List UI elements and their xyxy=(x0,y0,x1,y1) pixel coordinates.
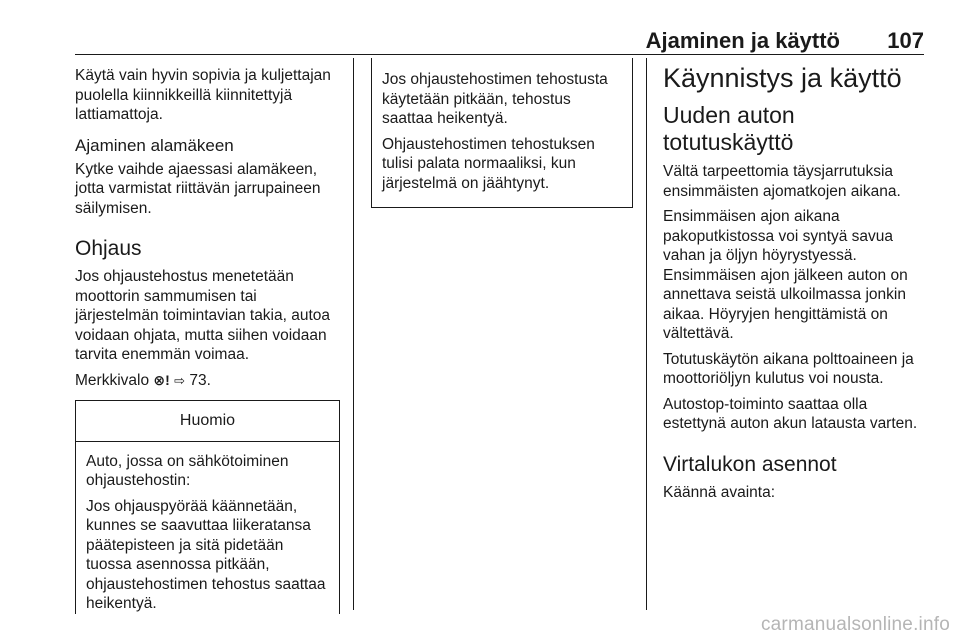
chapter-title: Käynnistys ja käyttö xyxy=(663,63,902,93)
header-divider xyxy=(75,54,924,55)
break-in-paragraph-3: Totutuskäytön aikana polttoaineen ja moottoriöljyn kulutus voi nousta. xyxy=(663,350,914,387)
page-ref-number: 73. xyxy=(189,371,211,389)
notice-paragraph-1: Auto, jossa on sähkötoiminen ohjaustehostin: xyxy=(86,452,289,489)
break-in-paragraph-2: Ensimmäisen ajon aikana pakoputkistossa voi syntyä savua vahan ja öljyn höyrystyessä. Ensimmäisen ajon jälkeen auton on annettava seistä ulkoilmassa jonkin aikaa. Höyryjen hengittämistä on vältettävä. xyxy=(663,208,908,342)
downhill-paragraph: Kytke vaihde ajaessasi alamäkeen, jotta varmistat riittävän jarrupaineen säilymisen. xyxy=(75,160,321,217)
warning-light-reference xyxy=(75,371,340,391)
column-divider-1 xyxy=(353,58,354,610)
steering-heading: Ohjaus xyxy=(75,237,142,260)
steering-paragraph: Jos ohjaustehostus menetetään moottorin sammumisen tai järjestelmän toimintavian takia, autoa voidaan ohjata, mutta siihen voidaan tarvita enemmän voimaa. xyxy=(75,268,331,363)
notice-box xyxy=(75,400,340,614)
notice-body xyxy=(76,442,339,614)
ignition-paragraph: Käännä avainta: xyxy=(663,483,776,501)
notice-continuation-box xyxy=(371,58,633,208)
notice-paragraph-2: Jos ohjauspyörää käännetään, kunnes se saavuttaa liikeratansa päätepisteen ja sitä pidetään tuossa asennossa pitkään, ohjaustehostimen tehostus saattaa heikentyä. xyxy=(86,497,326,612)
notice-heading: Huomio xyxy=(76,400,339,442)
notice-cont-paragraph-2: Ohjaustehostimen tehostuksen tulisi palata normaaliksi, kun järjestelmä on jäähtynyt. xyxy=(382,135,595,192)
column-1 xyxy=(75,66,340,620)
column-divider-2 xyxy=(646,58,647,610)
ignition-heading: Virtalukon asennot xyxy=(663,452,837,476)
break-in-heading: Uuden auton totutuskäyttö xyxy=(663,102,795,155)
running-header-title: Ajaminen ja käyttö xyxy=(645,28,840,53)
warning-light-label: Merkkivalo xyxy=(75,371,150,389)
column-2 xyxy=(371,58,633,208)
column-3 xyxy=(663,62,925,508)
page-number: 107 xyxy=(887,28,924,53)
page-ref-arrow-icon: ⇨ xyxy=(174,372,186,388)
intro-paragraph: Käytä vain hyvin sopivia ja kuljettajan puolella kiinnikkeillä kiinnitettyjä lattiamattoja. xyxy=(75,67,331,123)
break-in-paragraph-1: Vältä tarpeettomia täysjarrutuksia ensimmäisten ajomatkojen aikana. xyxy=(663,163,901,200)
notice-cont-paragraph-1: Jos ohjaustehostimen tehostusta käytetään pitkään, tehostus saattaa heikentyä. xyxy=(382,71,608,127)
downhill-heading: Ajaminen alamäkeen xyxy=(75,135,234,155)
watermark: carmanualsonline.info xyxy=(760,614,950,635)
steering-warning-icon: ⊗! xyxy=(153,371,170,388)
break-in-paragraph-4: Autostop-toiminto saattaa olla estettynä auton akun latausta varten. xyxy=(663,395,918,432)
